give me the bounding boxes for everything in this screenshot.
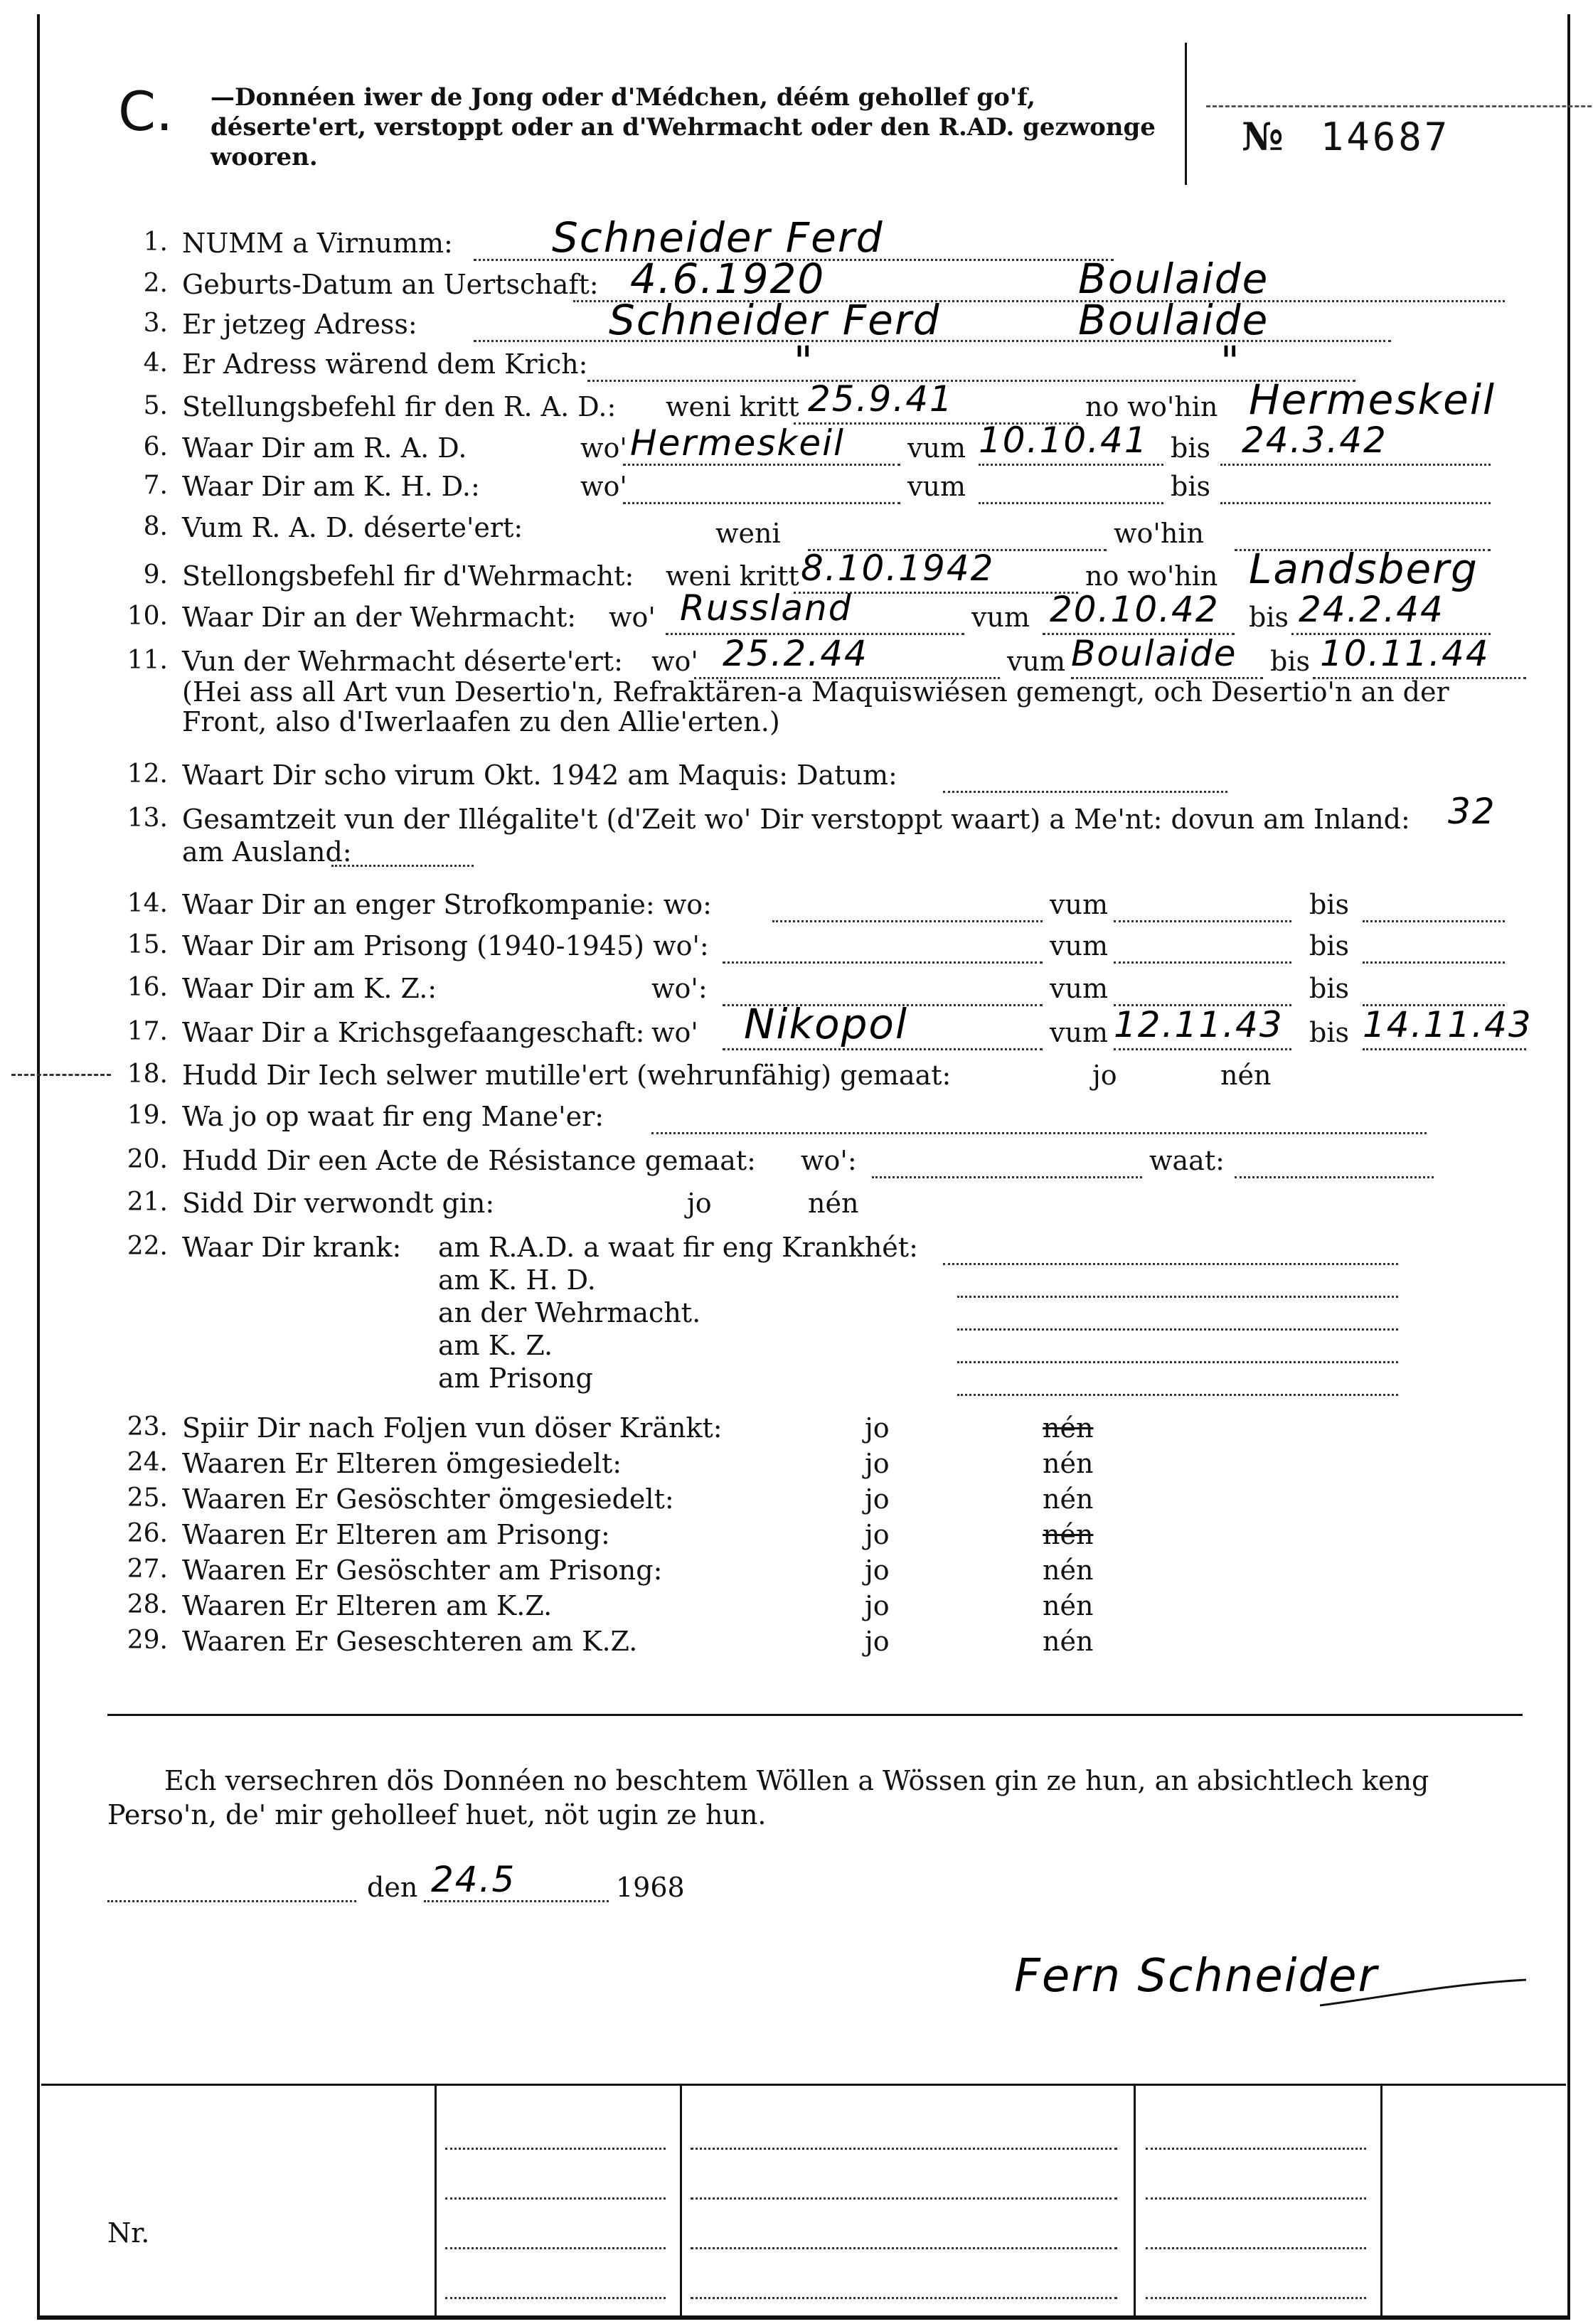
item-number: 19. [127,1101,168,1130]
vum-label: vum [1050,973,1108,1004]
fill-line [424,1900,609,1902]
rad-from[interactable]: 10.10.41 [979,420,1149,461]
war-address-place[interactable]: " [1220,337,1241,385]
fill-line [723,1048,1043,1050]
bis-label: bis [1270,646,1310,677]
sick-sub-label: am Prisong [438,1363,593,1394]
fill-line [872,1176,1142,1178]
nen-option[interactable]: nén [1220,1060,1272,1091]
fill-line [1146,2297,1366,2299]
wohin-label: wo'hin [1114,518,1204,549]
item-number: 18. [127,1060,168,1089]
fill-line [772,920,1043,922]
wehrmacht-from[interactable]: 20.10.42 [1050,589,1220,630]
fill-line [691,2297,1117,2299]
fill-line [1146,2197,1366,2200]
fill-line [691,2148,1117,2150]
item-number: 5. [143,391,168,420]
item-label: Sidd Dir verwondt gin: [182,1188,495,1219]
signature-date[interactable]: 24.5 [431,1859,516,1900]
fill-line [957,1394,1398,1396]
item-number: 26. [127,1519,168,1548]
weni-label: weni kritt [666,391,799,422]
fill-line [107,1900,356,1902]
fill-line [1363,920,1505,922]
wo-label: wo' [609,602,656,633]
item-number: 3. [143,309,168,338]
nen-option-struck[interactable]: nén [1043,1412,1094,1444]
jo-option[interactable]: jo [687,1188,712,1219]
inland-months[interactable]: 32 [1448,791,1496,832]
fill-line [623,464,900,466]
jo-option[interactable]: jo [865,1626,890,1657]
item-label: Waar Dir am K. H. D.: [182,471,480,502]
nen-option[interactable]: nén [1043,1448,1094,1479]
sick-sub-label: an der Wehrmacht. [438,1297,701,1328]
item-label: Vum R. A. D. déserte'ert: [182,512,523,543]
item-label: Waart Dir scho virum Okt. 1942 am Maquis: Datum: [182,759,897,791]
fill-line [1114,1048,1291,1050]
sick-sub-label: am K. H. D. [438,1264,596,1296]
birth-date-value[interactable]: 4.6.1920 [630,255,826,303]
item-label: Hudd Dir een Acte de Résistance gemaat: [182,1145,756,1176]
footer-top-line [41,2084,1566,2086]
fill-line [943,1263,1398,1265]
war-address-value[interactable]: " [794,337,814,385]
item-number: 13. [127,804,168,833]
jo-option[interactable]: jo [865,1519,890,1550]
fill-line [623,502,900,504]
fill-line [957,1296,1398,1298]
vum-label: vum [1050,930,1108,961]
fill-line [1220,502,1491,504]
bis-label: bis [1171,432,1210,464]
section-divider [107,1714,1523,1716]
item-number: 21. [127,1188,168,1217]
item-number: 28. [127,1590,168,1619]
bis-label: bis [1309,889,1349,920]
nen-option[interactable]: nén [808,1188,859,1219]
item-label: Gesamtzeit vun der Illégalite't (d'Zeit wo' Dir verstoppt waart) a Me'nt: dovun am Inland: [182,804,1410,835]
jo-option[interactable]: jo [1092,1060,1117,1091]
fill-line [979,502,1163,504]
fill-line [943,791,1227,793]
vum-label: vum [907,471,966,502]
item-label: Hudd Dir Iech selwer mutille'ert (wehrunfähig) gemaat: [182,1060,952,1091]
item-label: Waar Dir am R. A. D. [182,432,467,464]
footer-col-divider [1134,2084,1136,2315]
item-number: 20. [127,1145,168,1174]
item-label: Waar Dir am Prisong (1940-1945) wo': [182,930,709,961]
fill-line [957,1361,1398,1363]
wehrmacht-destination[interactable]: Landsberg [1249,545,1479,593]
item-label: Geburts-Datum an Uertschaft: [182,269,599,300]
captivity-until[interactable]: 14.11.43 [1363,1004,1533,1045]
fill-line [691,2197,1117,2200]
form-title: —Donnéen iwer de Jong oder d'Médchen, déém gehollef go'f, déserte'ert, verstoppt oder an d'Wehrmacht oder den R.AD. gezwonge wooren. [211,83,1156,171]
vum-label: vum [971,602,1030,633]
den-label: den [367,1872,418,1903]
current-address-place[interactable]: Boulaide [1078,296,1269,344]
fill-line [331,865,474,867]
item-label: Vun der Wehrmacht déserte'ert: [182,646,623,677]
bis-label: bis [1309,930,1349,961]
vum-label: vum [1050,889,1108,920]
item-label: Er Adress wärend dem Krich: [182,348,588,380]
fill-line [1220,464,1491,466]
jo-option[interactable]: jo [865,1448,890,1479]
item-number: 6. [143,432,168,462]
vum-label: vum [907,432,966,464]
signature[interactable]: Fern Schneider [1014,1950,1378,2003]
weni-label: weni kritt [666,560,799,592]
item-label: Stellongsbefehl fir d'Wehrmacht: [182,560,634,592]
desertion-until[interactable]: 10.11.44 [1320,633,1490,674]
nen-option[interactable]: nén [1043,1483,1094,1515]
nen-option-struck[interactable]: nén [1043,1519,1094,1550]
item-number: 16. [127,973,168,1002]
item-number: 29. [127,1626,168,1655]
item-number: 23. [127,1412,168,1441]
item-label: NUMM a Virnumm: [182,228,453,259]
item-label: Waar Dir krank: [182,1232,402,1263]
fill-line [723,961,1043,964]
form-number [1242,114,1450,159]
item-label: Waaren Er Gesöschter am Prisong: [182,1555,663,1586]
item-label: Waaren Er Elteren am K.Z. [182,1590,553,1621]
signature-year: 1968 [616,1872,685,1903]
desertion-place[interactable]: 25.2.44 [723,633,868,674]
fill-line [957,1328,1398,1331]
fill-line [651,1132,1427,1134]
item-number: 10. [127,602,168,631]
footer-col-divider [680,2084,682,2315]
rad-order-destination[interactable]: Hermeskeil [1249,375,1496,424]
bis-label: bis [1171,471,1210,502]
item-number: 22. [127,1232,168,1261]
item-label-ausland: am Ausland: [182,836,352,868]
declaration-text: Ech versechren dös Donnéen no beschtem Wöllen a Wössen gin ze hun, an absichtlech keng Perso'n, de' mir geholleef huet, nöt ugin ze hun. [107,1765,1429,1830]
wo-label: wo' [580,471,627,502]
nr-label: Nr. [107,2217,150,2249]
item-number: 8. [143,512,168,541]
fill-line [1114,961,1291,964]
vum-label: vum [1007,646,1065,677]
fill-line [1363,961,1505,964]
item-number: 25. [127,1483,168,1513]
item-number: 27. [127,1555,168,1584]
number-sign: № [1242,114,1285,159]
item-number: 17. [127,1017,168,1046]
rad-order-date[interactable]: 25.9.41 [808,378,954,420]
current-address-value[interactable]: Schneider Ferd [609,296,941,344]
fill-line [1146,2247,1366,2249]
item-number: 2. [143,269,168,298]
birth-place-value[interactable]: Boulaide [1078,255,1269,303]
bis-label: bis [1249,602,1289,633]
captivity-from[interactable]: 12.11.43 [1114,1004,1284,1045]
fill-line [445,2297,666,2299]
item-number: 15. [127,930,168,959]
item-number: 4. [143,348,168,378]
captivity-place[interactable]: Nikopol [744,1000,908,1048]
item-number: 24. [127,1448,168,1477]
bis-label: bis [1309,973,1349,1004]
nen-option[interactable]: nén [1043,1590,1094,1621]
wo-label: wo': [801,1145,857,1176]
fill-line [1363,1048,1526,1050]
header-dashed-line [1206,105,1593,107]
item-label: Waaren Er Geseschteren am K.Z. [182,1626,638,1657]
footer-col-divider [435,2084,437,2315]
item-label: Waar Dir an enger Strofkompanie: wo: [182,889,712,920]
fill-line [445,2247,666,2249]
section-letter: C. [118,80,174,143]
bis-label: bis [1309,1017,1349,1048]
item-label: Waaren Er Elteren ömgesiedelt: [182,1448,622,1479]
sick-sub-label: am R.A.D. a waat fir eng Krankhét: [438,1232,918,1263]
item-label: Waar Dir a Krichsgefaangeschaft: [182,1017,645,1048]
fill-line [445,2197,666,2200]
wo-label: wo': [651,973,708,1004]
item-label: Waaren Er Gesöschter ömgesiedelt: [182,1483,674,1515]
rad-place[interactable]: Hermeskeil [630,422,845,464]
item-number: 7. [143,471,168,500]
waat-label: waat: [1149,1145,1225,1176]
signature-flourish [1320,1977,1533,2020]
item-number: 9. [143,560,168,590]
margin-mark [11,1074,111,1076]
item-number: 11. [127,646,168,675]
vum-label: vum [1050,1017,1108,1048]
item-label: Waar Dir an der Wehrmacht: [182,602,577,633]
fill-line [979,464,1163,466]
item-note: (Hei ass all Art vun Desertio'n, Refraktären-a Maquiswiésen gemengt, och Desertio'n an der Front, also d'Iwerlaafen zu den Allie'erten.) [182,676,1449,737]
number-value: 14687 [1320,114,1451,159]
wohin-label: no wo'hin [1085,391,1218,422]
item-label: Wa jo op waat fir eng Mane'er: [182,1101,604,1132]
jo-option[interactable]: jo [865,1412,890,1444]
header-divider [1185,43,1187,185]
item-label: Waaren Er Elteren am Prisong: [182,1519,610,1550]
item-label: Stellungsbefehl fir den R. A. D.: [182,391,617,422]
name-value[interactable]: Schneider Ferd [552,213,884,262]
wehrmacht-until[interactable]: 24.2.44 [1299,589,1444,630]
fill-line [1235,1176,1434,1178]
wohin-label: no wo'hin [1085,560,1218,592]
wo-label: wo' [580,432,627,464]
wehrmacht-order-date[interactable]: 8.10.1942 [801,548,995,589]
nen-option[interactable]: nén [1043,1626,1094,1657]
jo-option[interactable]: jo [865,1555,890,1586]
fill-line [691,2247,1117,2249]
item-label: Spiir Dir nach Foljen vun döser Kränkt: [182,1412,723,1444]
fill-line [1114,920,1291,922]
wehrmacht-place[interactable]: Russland [680,587,853,629]
item-number: 14. [127,889,168,918]
jo-option[interactable]: jo [865,1590,890,1621]
wo-label: wo' [651,1017,698,1048]
rad-until[interactable]: 24.3.42 [1242,420,1387,461]
nen-option[interactable]: nén [1043,1555,1094,1586]
footer-col-divider [1380,2084,1382,2315]
jo-option[interactable]: jo [865,1483,890,1515]
fill-line [1146,2148,1366,2150]
wo-label: wo' [651,646,698,677]
item-label: Waar Dir am K. Z.: [182,973,437,1004]
item-label: Er jetzeg Adress: [182,309,417,340]
weni-label: weni [715,518,781,549]
item-number: 1. [143,228,168,257]
form-page [37,14,1570,2320]
fill-line [445,2148,666,2150]
item-number: 12. [127,759,168,789]
desertion-from[interactable]: Boulaide [1071,633,1237,674]
sick-sub-label: am K. Z. [438,1330,553,1361]
